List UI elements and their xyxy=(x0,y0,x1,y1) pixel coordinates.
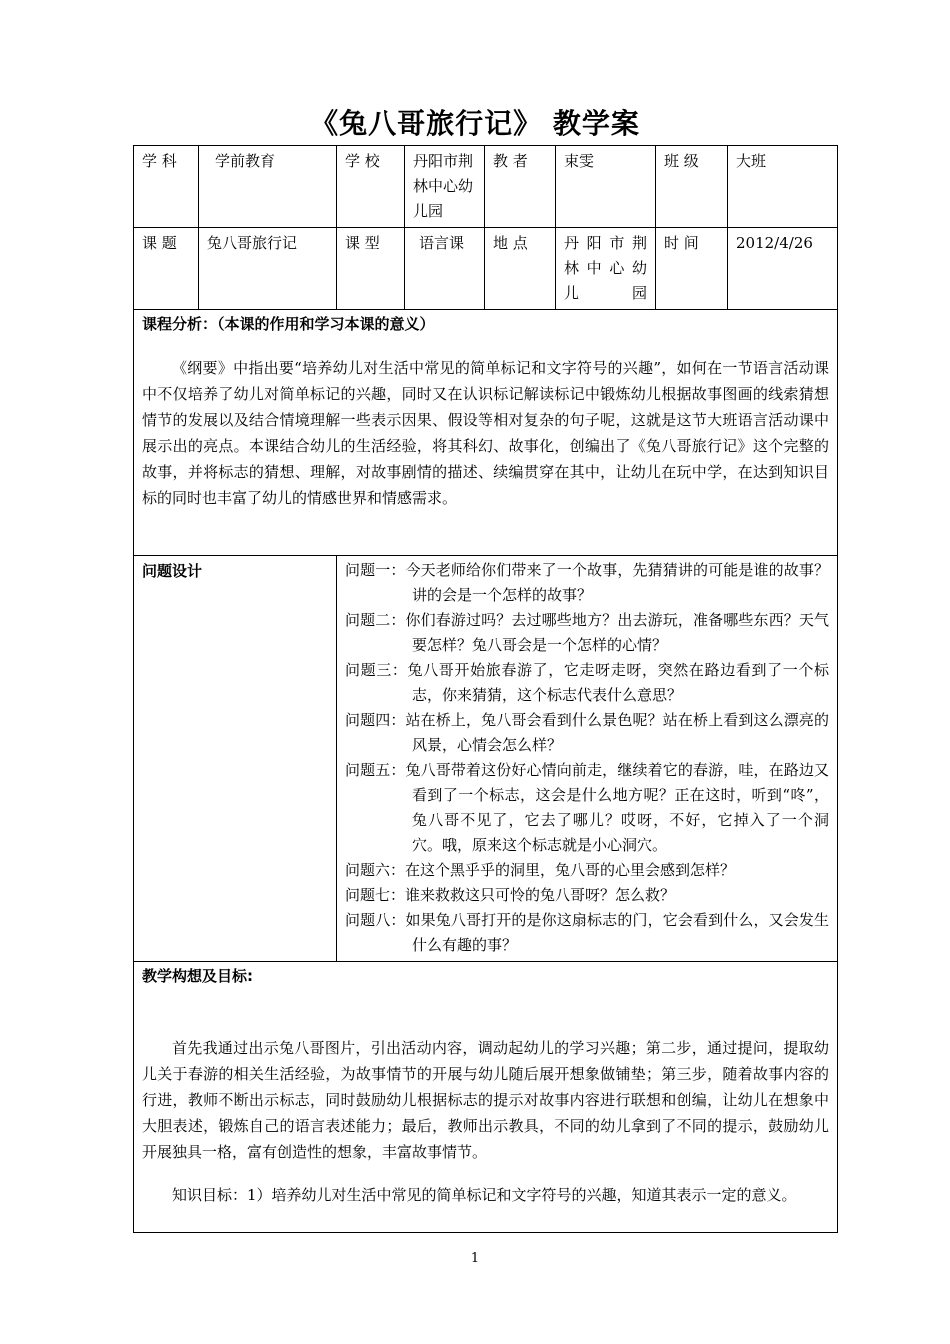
topic-label: 课 题 xyxy=(134,228,199,310)
teacher-label: 教 者 xyxy=(485,146,556,228)
question-item: 问题八：如果兔八哥打开的是你这扇标志的门，它会看到什么，又会发生什么有趣的事？ xyxy=(345,911,829,954)
table-row-goals xyxy=(134,962,838,1233)
questions-heading: 问题设计 xyxy=(142,562,203,580)
analysis-text: 《纲要》中指出要“培养幼儿对生活中常见的简单标记和文字符号的兴趣”，如何在一节语言活动课中不仅培养了幼儿对简单标记的兴趣，同时又在认识标记解读标记中锻炼幼儿根据故事图画的线索猜想情节的发展以及结合情境理解一些表示因果、假设等相对复杂的句子呢，这就是这节大班语言活动课中展示出的亮点。本课结合幼儿的生活经验，将其科幻、故事化，创编出了《兔八哥旅行记》这个完整的故事，并将标志的猜想、理解，对故事剧情的描述、续编贯穿在其中，让幼儿在玩中学，在达到知识目标的同时也丰富了幼儿的情感世界和情感需求。 xyxy=(142,359,829,507)
page-number: 1 xyxy=(470,1251,480,1266)
analysis-cell xyxy=(134,310,838,556)
time-value: 2012/4/26 xyxy=(728,228,838,310)
knowledge-goal: 知识目标：1）培养幼儿对生活中常见的简单标记和文字符号的兴趣，知道其表示一定的意义。 xyxy=(172,1186,797,1204)
question-item: 问题四：站在桥上，兔八哥会看到什么景色呢？站在桥上看到这么漂亮的风景，心情会怎么样？ xyxy=(345,711,829,754)
time-label: 时 间 xyxy=(656,228,728,310)
lesson-plan-table xyxy=(133,145,838,1233)
question-item: 问题七：谁来救救这只可怜的兔八哥呀？怎么救？ xyxy=(345,886,676,904)
questions-heading-cell xyxy=(134,556,337,962)
question-item: 问题三：兔八哥开始旅春游了，它走呀走呀，突然在路边看到了一个标志，你来猜猜，这个标志代表什么意思？ xyxy=(345,661,829,704)
subject-value: 学前教育 xyxy=(199,146,337,228)
question-item: 问题二：你们春游过吗？去过哪些地方？出去游玩，准备哪些东西？天气要怎样？兔八哥会是一个怎样的心情？ xyxy=(345,611,829,654)
goals-text: 首先我通过出示兔八哥图片，引出活动内容，调动起幼儿的学习兴趣；第二步，通过提问，提取幼儿关于春游的相关生活经验，为故事情节的开展与幼儿随后展开想象做铺垫；第三步，随着故事内容的行进，教师不断出示标志，同时鼓励幼儿根据标志的提示对故事内容进行联想和创编，让幼儿在想象中大胆表述，锻炼自己的语言表述能力；最后，教师出示教具，不同的幼儿拿到了不同的提示，鼓励幼儿开展独具一格，富有创造性的想象，丰富故事情节。 xyxy=(142,1039,829,1161)
class-value: 大班 xyxy=(728,146,838,228)
question-item: 问题一：今天老师给你们带来了一个故事，先猜猜讲的可能是谁的故事？讲的会是一个怎样的故事？ xyxy=(345,561,829,604)
type-value: 语言课 xyxy=(405,228,485,310)
class-label: 班 级 xyxy=(656,146,728,228)
table-row-questions xyxy=(134,556,838,962)
school-label: 学 校 xyxy=(337,146,405,228)
topic-value: 兔八哥旅行记 xyxy=(199,228,337,310)
place-label: 地 点 xyxy=(485,228,556,310)
table-row-lesson-info xyxy=(134,228,838,310)
type-label: 课 型 xyxy=(337,228,405,310)
question-item: 问题六：在这个黑乎乎的洞里，兔八哥的心里会感到怎样？ xyxy=(345,861,736,879)
goals-heading: 教学构想及目标: xyxy=(142,967,253,985)
questions-list xyxy=(337,556,838,962)
goals-cell xyxy=(134,962,838,1233)
question-item: 问题五：兔八哥带着这份好心情向前走，继续着它的春游，哇，在路边又看到了一个标志，这会是什么地方呢？正在这时，听到“咚”，兔八哥不见了，它去了哪儿？哎呀，不好，它掉入了一个洞穴。哦，原来这个标志就是小心洞穴。 xyxy=(345,761,829,854)
school-value: 丹阳市荆林中心幼儿园 xyxy=(405,146,485,228)
analysis-heading: 课程分析：（本课的作用和学习本课的意义） xyxy=(142,315,435,333)
document-title: 《兔八哥旅行记》 教学案 xyxy=(310,107,640,140)
place-value: 丹 阳 市 荆 林 中 心 幼 儿园 xyxy=(556,228,656,310)
teacher-value: 束雯 xyxy=(556,146,656,228)
subject-label: 学 科 xyxy=(134,146,199,228)
table-row-basic-info xyxy=(134,146,838,228)
table-row-analysis xyxy=(134,310,838,556)
